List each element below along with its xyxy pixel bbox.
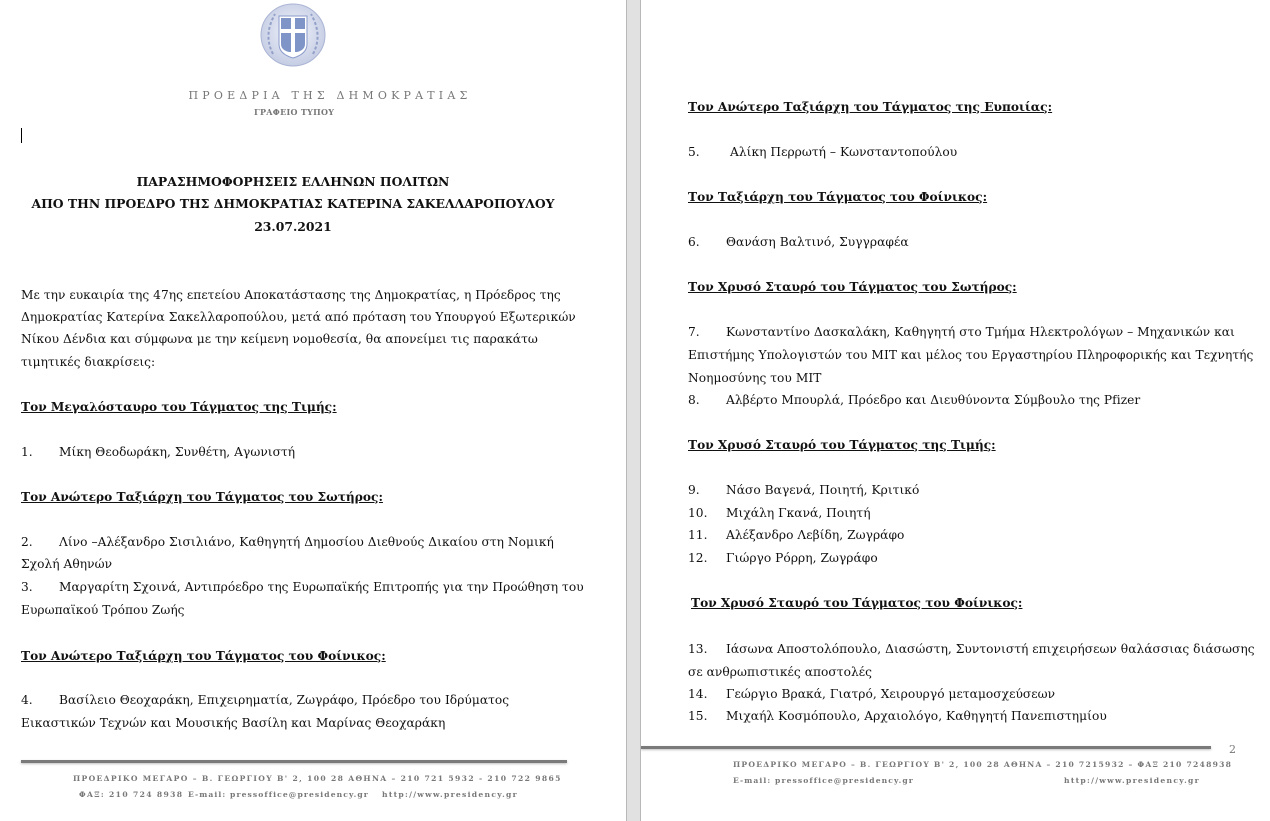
list-item — [688, 393, 1140, 407]
footer-website[interactable]: http://www.presidency.gr — [1064, 776, 1200, 785]
footer-website[interactable]: http://www.presidency.gr — [382, 790, 518, 799]
list-item-number: 14. — [688, 687, 708, 701]
list-item-text: Κωνσταντίνο Δασκαλάκη, Καθηγητή στο Τμήμα Ηλεκτρολόγων – Μηχανικών και — [726, 325, 1235, 339]
letterhead-office: ΓΡΑΦΕΙΟ ΤΥΠΟΥ — [254, 107, 335, 117]
list-item-text: Μίκη Θεοδωράκη, Συνθέτη, Αγωνιστή — [59, 445, 296, 459]
list-item-continuation: Εικαστικών Τεχνών και Μουσικής Βασίλη και Μαρίνας Θεοχαράκη — [21, 716, 446, 730]
list-item — [688, 483, 919, 497]
list-item — [688, 145, 957, 159]
greek-coat-of-arms-icon — [259, 2, 327, 68]
intro-line: τιμητικές διακρίσεις: — [21, 355, 156, 369]
intro-line: Δημοκρατίας Κατερίνα Σακελλαροπούλου, μετά από πρόταση του Υπουργού Εξωτερικών — [21, 310, 576, 324]
footer-email[interactable]: E-mail: pressoffice@presidency.gr — [733, 776, 914, 785]
list-item-number: 4. — [21, 693, 33, 707]
list-item-text: Αλίκη Περρωτή – Κωνσταντοπούλου — [730, 145, 958, 159]
list-item-text: Γεώργιο Βρακά, Γιατρό, Χειρουργό μεταμοσχεύσεων — [726, 687, 1056, 701]
document-date: 23.07.2021 — [254, 219, 332, 234]
list-item-continuation: Νοημοσύνης του MIT — [688, 371, 822, 385]
list-item — [688, 325, 1235, 339]
list-item — [21, 445, 295, 459]
intro-line: Νίκου Δένδια και σύμφωνα με την κείμενη νομοθεσία, θα απονείμει τις παρακάτω — [21, 332, 538, 346]
list-item-number: 3. — [21, 580, 33, 594]
list-item-number: 2. — [21, 535, 33, 549]
list-item-number: 10. — [688, 506, 708, 520]
section-heading: Τον Χρυσό Σταυρό του Τάγματος της Τιμής: — [688, 438, 996, 452]
list-item-continuation: Επιστήμης Υπολογιστών του MIT και μέλος του Εργαστηρίου Πληροφορικής και Τεχνητής — [688, 348, 1254, 362]
list-item — [688, 709, 1107, 723]
intro-line: Με την ευκαιρία της 47ης επετείου Αποκατάστασης της Δημοκρατίας, η Πρόεδρος της — [21, 288, 561, 302]
list-item-number: 7. — [688, 325, 700, 339]
document-title-line2: ΑΠΟ ΤΗΝ ΠΡΟΕΔΡΟ ΤΗΣ ΔΗΜΟΚΡΑΤΙΑΣ ΚΑΤΕΡΙΝΑ ΣΑΚΕΛΛΑΡΟΠΟΥΛΟΥ — [31, 196, 555, 211]
list-item-text: Νάσο Βαγενά, Ποιητή, Κριτικό — [726, 483, 920, 497]
list-item — [21, 535, 554, 549]
section-heading: Τον Χρυσό Σταυρό του Τάγματος του Φοίνικος: — [691, 596, 1023, 610]
footer-email[interactable]: E-mail: pressoffice@presidency.gr — [188, 790, 369, 799]
footer-rule — [641, 746, 1211, 749]
list-item-continuation: σε ανθρωπιστικές αποστολές — [688, 665, 872, 679]
list-item-number: 13. — [688, 642, 708, 656]
section-heading: Τον Ανώτερο Ταξιάρχη του Τάγματος του Σωτήρος: — [21, 490, 383, 504]
footer-fax: ΦΑΞ: 210 724 8938 — [79, 790, 184, 799]
page-number: 2 — [1229, 743, 1236, 756]
list-item-text: Μαργαρίτη Σχοινά, Αντιπρόεδρο της Ευρωπαϊκής Επιτροπής για την Προώθηση του — [59, 580, 584, 594]
list-item-number: 12. — [688, 551, 708, 565]
list-item-text: Αλβέρτο Μπουρλά, Πρόεδρο και Διευθύνοντα Σύμβουλο της Pfizer — [726, 393, 1141, 407]
list-item-number: 9. — [688, 483, 700, 497]
document-page-2 — [641, 0, 1270, 821]
list-item-number: 11. — [688, 528, 708, 542]
list-item — [688, 687, 1055, 701]
document-title-line1: ΠΑΡΑΣΗΜΟΦΟΡΗΣΕΙΣ ΕΛΛΗΝΩΝ ΠΟΛΙΤΩΝ — [136, 174, 450, 189]
list-item-number: 8. — [688, 393, 700, 407]
section-heading: Τον Ανώτερο Ταξιάρχη του Τάγματος του Φοίνικος: — [21, 649, 386, 663]
section-heading: Τον Χρυσό Σταυρό του Τάγματος του Σωτήρος: — [688, 280, 1017, 294]
list-item-number: 5. — [688, 145, 700, 159]
list-item — [688, 506, 871, 520]
section-heading: Τον Ανώτερο Ταξιάρχη του Τάγματος της Ευποιίας: — [688, 100, 1053, 114]
list-item-text: Μιχάλη Γκανά, Ποιητή — [726, 506, 871, 520]
list-item — [21, 693, 509, 707]
text-cursor — [21, 128, 22, 143]
footer-rule — [21, 760, 567, 763]
page-separator — [626, 0, 641, 821]
document-page-1 — [0, 0, 626, 821]
list-item-text: Λίνο –Αλέξανδρο Σισιλιάνο, Καθηγητή Δημοσίου Διεθνούς Δικαίου στη Νομική — [59, 535, 554, 549]
list-item-text: Αλέξανδρο Λεβίδη, Ζωγράφο — [726, 528, 905, 542]
list-item-text: Θανάση Βαλτινό, Συγγραφέα — [726, 235, 909, 249]
letterhead-institution: ΠΡΟΕΔΡΙΑ ΤΗΣ ΔΗΜΟΚΡΑΤΙΑΣ — [188, 89, 472, 102]
list-item — [688, 642, 1255, 656]
list-item — [21, 580, 584, 594]
list-item-text: Ιάσωνα Αποστολόπουλο, Διασώστη, Συντονιστή επιχειρήσεων θαλάσσιας διάσωσης — [726, 642, 1255, 656]
list-item-text: Μιχαήλ Κοσμόπουλο, Αρχαιολόγο, Καθηγητή Πανεπιστημίου — [726, 709, 1107, 723]
list-item-number: 15. — [688, 709, 708, 723]
section-heading: Τον Ταξιάρχη του Τάγματος του Φοίνικος: — [688, 190, 988, 204]
list-item-text: Βασίλειο Θεοχαράκη, Επιχειρηματία, Ζωγράφο, Πρόεδρο του Ιδρύματος — [59, 693, 510, 707]
list-item — [688, 528, 904, 542]
list-item-text: Γιώργο Ρόρρη, Ζωγράφο — [726, 551, 878, 565]
list-item — [688, 235, 909, 249]
list-item-continuation: Σχολή Αθηνών — [21, 557, 113, 571]
section-heading: Τον Μεγαλόσταυρο του Τάγματος της Τιμής: — [21, 400, 337, 414]
list-item-number: 1. — [21, 445, 33, 459]
list-item-number: 6. — [688, 235, 700, 249]
footer-address: ΠΡΟΕΔΡΙΚΟ ΜΕΓΑΡΟ – Β. ΓΕΩΡΓΙΟΥ Β' 2, 100 28 ΑΘΗΝΑ – 210 721 5932 - 210 722 9865 — [73, 774, 562, 783]
list-item — [688, 551, 878, 565]
list-item-continuation: Ευρωπαϊκού Τρόπου Ζωής — [21, 603, 185, 617]
footer-address: ΠΡΟΕΔΡΙΚΟ ΜΕΓΑΡΟ – Β. ΓΕΩΡΓΙΟΥ Β' 2, 100 28 ΑΘΗΝΑ – 210 7215932 – ΦΑΞ 210 7248938 — [733, 760, 1233, 769]
